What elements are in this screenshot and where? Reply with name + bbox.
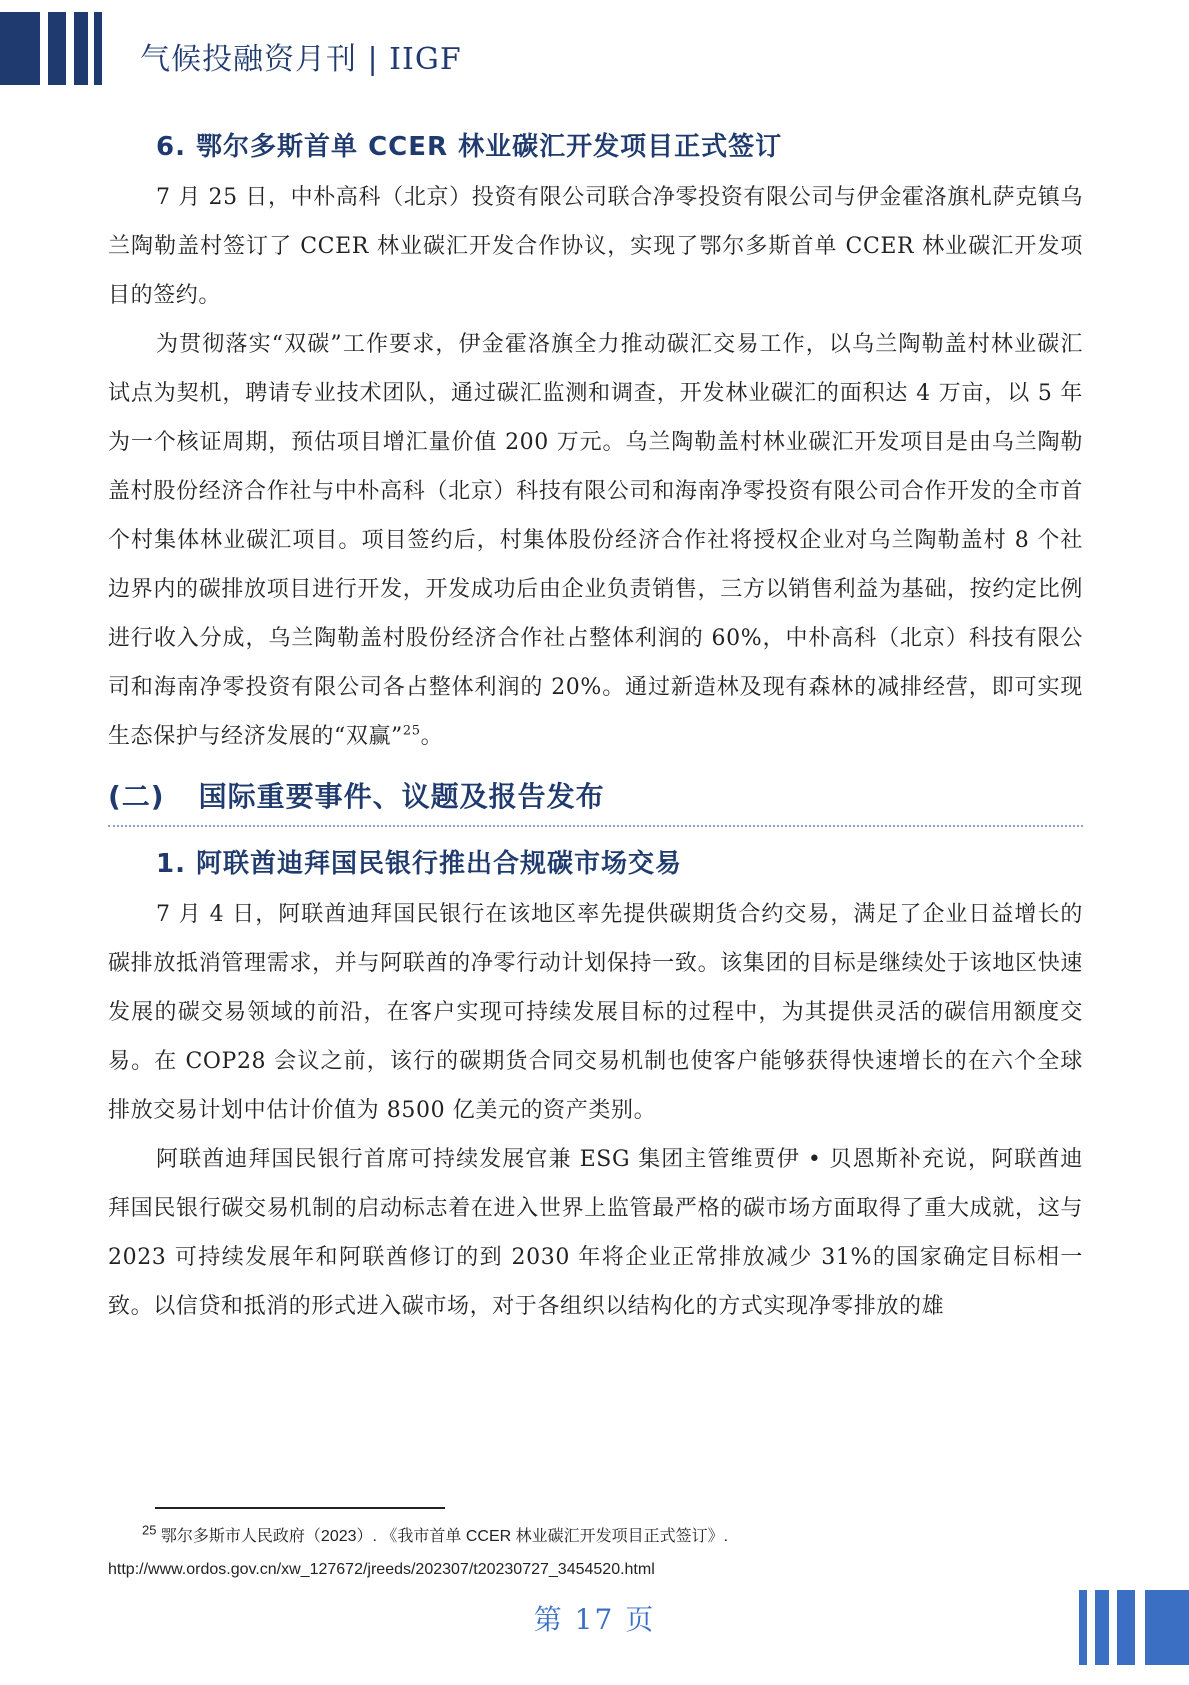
section-6-paragraph-2-text: 为贯彻落实“双碳”工作要求，伊金霍洛旗全力推动碳汇交易工作，以乌兰陶勒盖村林业碳汇试点为契机，聘请专业技术团队，通过碳汇监测和调查，开发林业碳汇的面积达 4 万亩，以 5 年为一个核证周期，预估项目增汇量价值 200 万元。乌兰陶勒盖村林业碳汇开发项目是由乌兰陶勒盖村股份经济合作社与中朴高科（北京）科技有限公司和海南净零投资有限公司合作开发的全市首个村集体林业碳汇项目。项目签约后，村集体股份经济合作社将授权企业对乌兰陶勒盖村 8 个社边界内的碳排放项目进行开发，开发成功后由企业负责销售，三方以销售利益为基础，按约定比例进行收入分成，乌兰陶勒盖村股份经济合作社占整体利润的 60%，中朴高科（北京）科技有限公司和海南净零投资有限公司各占整体利润的 20%。通过新造林及现有森林的减排经营，即可实现生态保护与经济发展的“双赢” (108, 332, 1083, 749)
footnote-text: 鄂尔多斯市人民政府（2023）. 《我市首单 CCER 林业碳汇开发项目正式签订》. (160, 1528, 729, 1545)
footer-logo-bars (1079, 1590, 1189, 1665)
header-logo-bars (0, 12, 110, 85)
footnote-url[interactable]: http://www.ordos.gov.cn/xw_127672/jreeds/202307/t20230727_3454520.html (108, 1561, 655, 1578)
section-6-paragraph-2 (108, 320, 1083, 761)
footnote-number: 25 (142, 1522, 157, 1538)
journal-title: 气候投融资月刊 | IIGF (140, 42, 462, 77)
footnote-divider (155, 1507, 445, 1509)
section-1-paragraph-1: 7 月 4 日，阿联酋迪拜国民银行在该地区率先提供碳期货合约交易，满足了企业日益增长的碳排放抵消管理需求，并与阿联酋的净零行动计划保持一致。该集团的目标是继续处于该地区快速发展的碳交易领域的前沿，在客户实现可持续发展目标的过程中，为其提供灵活的碳信用额度交易。在 COP28 会议之前，该行的碳期货合同交易机制也使客户能够获得快速增长的在六个全球排放交易计划中估计价值为 8500 亿美元的资产类别。 (108, 902, 1083, 1123)
section-6-paragraph-1: 7 月 25 日，中朴高科（北京）投资有限公司联合净零投资有限公司与伊金霍洛旗札萨克镇乌兰陶勒盖村签订了 CCER 林业碳汇开发合作协议，实现了鄂尔多斯首单 CCER 林业碳汇开发项目的签约。 (108, 185, 1083, 308)
section-6-heading: 6. 鄂尔多斯首单 CCER 林业碳汇开发项目正式签订 (156, 132, 783, 162)
section-international-heading (108, 775, 1083, 827)
section-title: 国际重要事件、议题及报告发布 (198, 780, 605, 813)
section-1-paragraph-2: 阿联酋迪拜国民银行首席可持续发展官兼 ESG 集团主管维贾伊 • 贝恩斯补充说，阿联酋迪拜国民银行碳交易机制的启动标志着在进入世界上监管最严格的碳市场方面取得了重大成就，这与 2023 可持续发展年和阿联酋修订的到 2030 年将企业正常排放减少 31%的国家确定目标相一致。以信贷和抵消的形式进入碳市场，对于各组织以结构化的方式实现净零排放的雄 (108, 1147, 1083, 1319)
footnote-ref-25[interactable]: 25 (402, 723, 421, 739)
section-number: (二) (108, 780, 165, 813)
footnote (108, 1520, 1098, 1586)
page-number: 第 17 页 (533, 1603, 656, 1636)
section-6-paragraph-2-end: 。 (420, 724, 444, 749)
section-1-heading: 1. 阿联酋迪拜国民银行推出合规碳市场交易 (156, 849, 683, 879)
main-content (108, 126, 1083, 1331)
footnote-citation (108, 1520, 1098, 1553)
